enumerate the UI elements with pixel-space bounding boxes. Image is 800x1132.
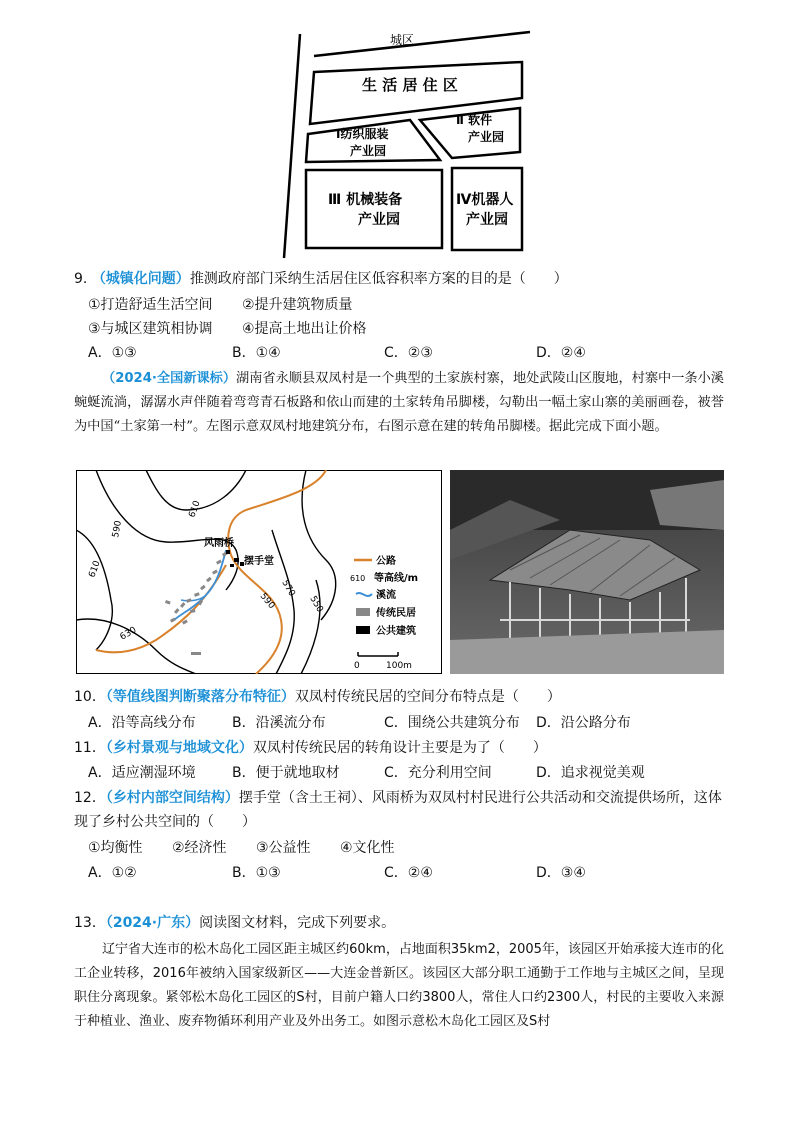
contour-label: 550 (307, 594, 325, 615)
legend-public: 公共建筑 (376, 626, 416, 637)
road-top-edge (314, 32, 530, 56)
contour-label: 590 (111, 519, 124, 539)
q12-statement-2: ②经济性 (172, 840, 227, 856)
q9-option-d[interactable]: D．②④ (536, 345, 586, 361)
q13-material: 辽宁省大连市的松木岛化工园区距主城区约60km，占地面积35km2，2005年，该园区开始承接大连市的化工企业转移，2016年被纳入国家级新区——大连金普新区。该园区大部分职工通勤于工作地与主城区之间，呈现职住分离现象。紧邻松木岛化工园区的S村，目前户籍人口约3800人，常住人口约2300人，村民的主要收入来源于种植业、渔业、废弃物循环利用产业及外出务工。如图示意松木岛化工园区及S村 (74, 942, 724, 1029)
q9-statement-2: ②提升建筑物质量 (242, 297, 353, 313)
material1-tag: （2024·全国新课标） (102, 371, 237, 386)
q9-tag: （城镇化问题） (91, 271, 190, 287)
q11-stem-line (74, 737, 547, 759)
zone-3-line2: 产业园 (358, 212, 400, 228)
living-area-label: 生 活 居 住 区 (362, 76, 458, 94)
q13-tag: （2024·广东） (105, 915, 200, 931)
q10-option-a[interactable]: A．沿等高线分布 (88, 715, 196, 731)
q9-number: 9. (74, 271, 88, 287)
q11-option-b[interactable]: B．便于就地取材 (232, 765, 340, 781)
legend-road: 公路 (376, 556, 396, 567)
contour-label: 610 (187, 499, 203, 520)
q12-stem-line (74, 787, 722, 809)
q12-tag: （乡村内部空间结构） (105, 790, 239, 806)
village-contour-map (76, 470, 442, 674)
q11-stem: 双凤村传统民居的转角设计主要是为了（ ） (252, 740, 547, 756)
q10-stem: 双凤村传统民居的空间分布特点是（ ） (294, 689, 561, 705)
scale-zero: 0 (354, 661, 360, 671)
contour-label: 610 (87, 559, 103, 580)
material1-text: 湖南省永顺县双凤村是一个典型的土家族村寨，地处武陵山区腹地，村寨中一条小溪蜿蜒流淌，潺潺水声伴随着弯弯青石板路和依山而建的土家转角吊脚楼，勾勒出一幅土家山寨的美丽画卷，被誉为中国“土家第一村”。左图示意双凤村地建筑分布，右图示意在建的转角吊脚楼。据此完成下面小题。 (74, 371, 724, 434)
q9-statement-4: ④提高土地出让价格 (242, 321, 367, 337)
zone-2-line1: Ⅱ 软件 (456, 113, 493, 127)
legend-contour-sample: 610 (350, 574, 366, 583)
stilt-house-photo (450, 470, 724, 674)
legend-stream: 溪流 (376, 590, 396, 601)
q11-tag: （乡村景观与地域文化） (105, 740, 253, 756)
industrial-park-diagram (280, 28, 540, 262)
q12-number: 12． (74, 790, 106, 806)
zone-3-line1: Ⅲ 机械装备 (328, 192, 403, 208)
hall-label: 摆手堂 (244, 556, 274, 567)
map-frame (77, 471, 442, 674)
q11-option-d[interactable]: D．追求视觉美观 (536, 765, 645, 781)
q9-stem: 推测政府部门采纳生活居住区低容积率方案的目的是（ ） (189, 271, 568, 287)
q12-option-b[interactable]: B．①③ (232, 865, 281, 881)
q12-statement-4: ④文化性 (340, 840, 395, 856)
q9-stem-line (74, 268, 568, 290)
zone-4-line2: 产业园 (466, 212, 508, 228)
q9-option-c[interactable]: C．②③ (384, 345, 433, 361)
zone-1-line1: Ⅰ纺织服装 (336, 127, 389, 141)
legend-contour: 等高线/m (374, 573, 419, 584)
q10-tag: （等值线图判断聚落分布特征） (105, 689, 295, 705)
road-left-edge (284, 34, 300, 258)
q12-option-d[interactable]: D．③④ (536, 865, 586, 881)
q13-stem: 阅读图文材料，完成下列要求。 (199, 915, 396, 931)
zone-2-line2: 产业园 (468, 130, 505, 144)
q12-option-c[interactable]: C．②④ (384, 865, 433, 881)
q11-number: 11． (74, 740, 106, 756)
q13-number: 13． (74, 915, 106, 931)
q10-option-d[interactable]: D．沿公路分布 (536, 715, 631, 731)
q10-option-b[interactable]: B．沿溪流分布 (232, 715, 326, 731)
q9-option-b[interactable]: B．①④ (232, 345, 281, 361)
q9-option-a[interactable]: A．①③ (88, 345, 137, 361)
q12-stem-line2: 现了乡村公共空间的（ ） (74, 814, 256, 830)
q13-stem-line (74, 912, 395, 934)
scale-length: 100m (386, 661, 412, 671)
material1-paragraph (74, 367, 724, 439)
bridge-label: 风雨桥 (204, 538, 234, 549)
q9-statement-1: ①打造舒适生活空间 (88, 297, 213, 313)
q12-statement-3: ③公益性 (256, 840, 311, 856)
contour-label: 590 (257, 591, 277, 612)
contour-label: 570 (279, 578, 297, 599)
zone-1-line2: 产业园 (350, 144, 387, 158)
q11-option-a[interactable]: A．适应潮湿环境 (88, 765, 196, 781)
q9-statement-3: ③与城区建筑相协调 (88, 321, 213, 337)
legend-house-swatch (356, 608, 370, 616)
zone-3-block (306, 170, 442, 248)
q10-stem-line (74, 686, 561, 708)
q11-option-c[interactable]: C．充分利用空间 (384, 765, 492, 781)
zone-4-block (452, 168, 522, 250)
city-label: 城区 (390, 33, 415, 47)
legend-house: 传统民居 (376, 608, 416, 619)
q12-stem: 摆手堂（含土王祠）、风雨桥为双凤村村民进行公共活动和交流提供场所，这体 (238, 790, 722, 806)
q12-statement-1: ①均衡性 (88, 840, 143, 856)
legend-public-swatch (356, 626, 370, 634)
q10-number: 10． (74, 689, 106, 705)
q10-option-c[interactable]: C．围绕公共建筑分布 (384, 715, 520, 731)
contour-label: 630 (118, 625, 139, 643)
q12-option-a[interactable]: A．①② (88, 865, 137, 881)
zone-4-line1: Ⅳ机器人 (456, 192, 514, 208)
